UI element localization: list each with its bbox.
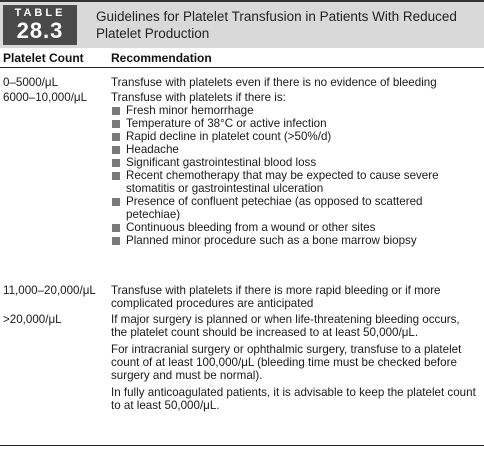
recommendation-cell bbox=[111, 91, 477, 247]
list-item-text: Presence of confluent petechiae (as opposed to scattered petechiae) bbox=[126, 195, 423, 221]
list-item-text: Planned minor procedure such as a bone marrow biopsy bbox=[126, 234, 417, 247]
list-item-text: Recent chemotherapy that may be expected to cause severe stomatitis or gastrointestinal ulceration bbox=[126, 169, 439, 195]
list-item bbox=[111, 117, 477, 130]
table-header bbox=[0, 0, 484, 48]
list-item bbox=[111, 195, 477, 221]
recommendation-cell bbox=[111, 284, 477, 310]
list-item bbox=[111, 130, 477, 143]
square-bullet-icon bbox=[112, 224, 120, 232]
list-item-text: Temperature of 38°C or active infection bbox=[126, 117, 327, 130]
table-label: TABLE bbox=[14, 7, 66, 19]
table-number-badge bbox=[3, 5, 77, 45]
list-item-text: Headache bbox=[126, 143, 179, 156]
list-item bbox=[111, 169, 477, 195]
square-bullet-icon bbox=[112, 172, 120, 180]
list-item bbox=[111, 156, 477, 169]
list-item bbox=[111, 221, 477, 234]
list-item-text: Fresh minor hemorrhage bbox=[126, 104, 254, 117]
recommendation-cell bbox=[111, 76, 477, 89]
platelet-count-cell: 11,000–20,000/μL bbox=[3, 284, 96, 297]
indication-list bbox=[111, 104, 477, 247]
list-item bbox=[111, 143, 477, 156]
square-bullet-icon bbox=[112, 159, 120, 167]
column-header-recommendation: Recommendation bbox=[111, 51, 212, 65]
table-number: 28.3 bbox=[16, 18, 64, 43]
header-divider bbox=[0, 67, 484, 68]
square-bullet-icon bbox=[112, 120, 120, 128]
recommendation-text: Transfuse with platelets if there is more rapid bleeding or if more complicated procedures are anticipated bbox=[111, 284, 441, 310]
recommendation-paragraph: If major surgery is planned or when life-threatening bleeding occurs, the platelet count should be increased to at least 50,000/μL. bbox=[111, 313, 460, 339]
square-bullet-icon bbox=[112, 237, 120, 245]
recommendation-text: Transfuse with platelets even if there is no evidence of bleeding bbox=[111, 76, 437, 89]
platelet-count-cell: 6000–10,000/μL bbox=[3, 91, 88, 104]
platelet-count-cell: >20,000/μL bbox=[3, 313, 62, 326]
list-item-text: Rapid decline in platelet count (>50%/d) bbox=[126, 130, 332, 143]
list-item-text: Continuous bleeding from a wound or other sites bbox=[126, 221, 376, 234]
square-bullet-icon bbox=[112, 107, 120, 115]
platelet-count-cell: 0–5000/μL bbox=[3, 76, 59, 89]
list-item bbox=[111, 104, 477, 117]
list-item bbox=[111, 234, 477, 247]
table-title: Guidelines for Platelet Transfusion in Patients With Reduced Platelet Production bbox=[96, 9, 457, 41]
column-header-platelet-count: Platelet Count bbox=[3, 51, 84, 65]
square-bullet-icon bbox=[112, 133, 120, 141]
recommendation-paragraph: In fully anticoagulated patients, it is advisable to keep the platelet count to at least 50,000/μL. bbox=[111, 386, 476, 412]
recommendation-paragraph: For intracranial surgery or ophthalmic surgery, transfuse to a platelet count of at least 100,000/μL (bleeding time must be checked before surgery and must be normal). bbox=[111, 343, 462, 382]
table-bottom-rule bbox=[0, 445, 484, 446]
square-bullet-icon bbox=[112, 198, 120, 206]
list-item-text: Significant gastrointestinal blood loss bbox=[126, 156, 317, 169]
square-bullet-icon bbox=[112, 146, 120, 154]
recommendation-text: Transfuse with platelets if there is: bbox=[111, 91, 286, 104]
recommendation-cell bbox=[111, 313, 477, 412]
